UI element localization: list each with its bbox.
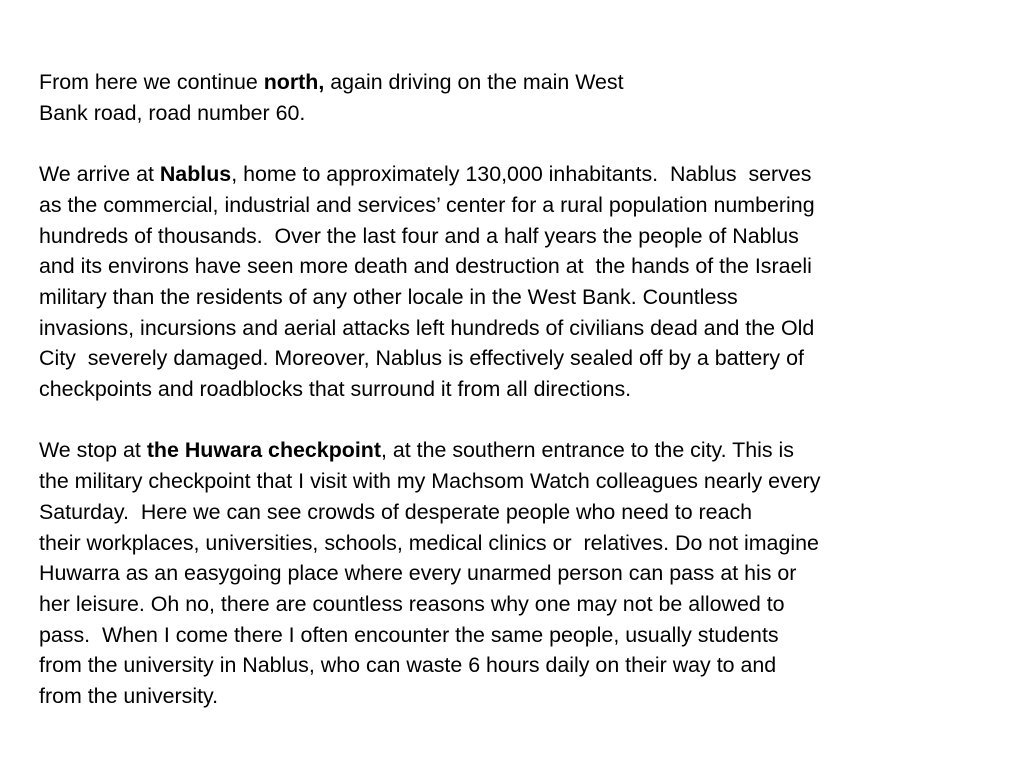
text-segment: from the university. — [39, 684, 219, 709]
text-line — [39, 497, 999, 528]
text-segment: their workplaces, universities, schools, medical clinics or relatives. Do not imagine — [39, 530, 819, 555]
paragraph-3 — [39, 435, 999, 711]
bold-text-segment: Nablus — [159, 162, 232, 187]
text-line — [39, 589, 999, 620]
text-line — [39, 620, 999, 651]
text-segment: and its environs have seen more death and destruction at the hands of the Israeli — [39, 254, 812, 279]
text-segment: , at the southern entrance to the city. This is — [380, 438, 794, 463]
text-segment: as the commercial, industrial and services’ center for a rural population numbering — [39, 192, 815, 217]
text-segment: her leisure. Oh no, there are countless reasons why one may not be allowed to — [39, 591, 785, 616]
slide-text-body — [39, 67, 999, 742]
text-segment: , home to approximately 130,000 inhabitants. Nablus serves — [231, 162, 812, 187]
text-segment: Saturday. Here we can see crowds of desperate people who need to reach — [39, 499, 753, 524]
text-segment: pass. When I come there I often encounter the same people, usually students — [39, 622, 779, 647]
text-segment: We arrive at — [39, 162, 160, 187]
text-line — [39, 159, 999, 190]
text-line — [39, 435, 999, 466]
text-line — [39, 282, 999, 313]
text-segment: Bank road, road number 60. — [39, 100, 306, 125]
text-line — [39, 251, 999, 282]
bold-text-segment: north, — [263, 70, 325, 94]
text-segment: from the university in Nablus, who can waste 6 hours daily on their way to and — [39, 653, 777, 678]
text-segment: hundreds of thousands. Over the last four and a half years the people of Nablus — [39, 223, 799, 248]
text-line — [39, 374, 999, 405]
text-line — [39, 528, 999, 559]
paragraph-2 — [39, 159, 999, 405]
text-segment: the military checkpoint that I visit with my Machsom Watch colleagues nearly every — [39, 469, 821, 494]
bold-text-segment: the Huwara checkpoint — [146, 438, 381, 463]
text-segment: From here we continue — [39, 70, 264, 94]
text-segment: again driving on the main West — [324, 70, 624, 94]
text-segment: Huwarra as an easygoing place where every unarmed person can pass at his or — [39, 561, 797, 586]
text-line — [39, 221, 999, 252]
text-segment: City severely damaged. Moreover, Nablus is effectively sealed off by a battery of — [39, 346, 804, 371]
text-line — [39, 98, 999, 129]
text-line — [39, 190, 999, 221]
text-segment: invasions, incursions and aerial attacks left hundreds of civilians dead and the Old — [39, 315, 815, 340]
text-segment: checkpoints and roadblocks that surround it from all directions. — [39, 377, 632, 402]
paragraph-1 — [39, 67, 999, 128]
text-line — [39, 466, 999, 497]
text-line — [39, 558, 999, 589]
text-line — [39, 67, 999, 98]
text-segment: military than the residents of any other locale in the West Bank. Countless — [39, 284, 738, 309]
text-line — [39, 313, 999, 344]
text-segment: We stop at — [39, 438, 147, 463]
text-line — [39, 650, 999, 681]
text-line — [39, 343, 999, 374]
text-line — [39, 681, 999, 712]
